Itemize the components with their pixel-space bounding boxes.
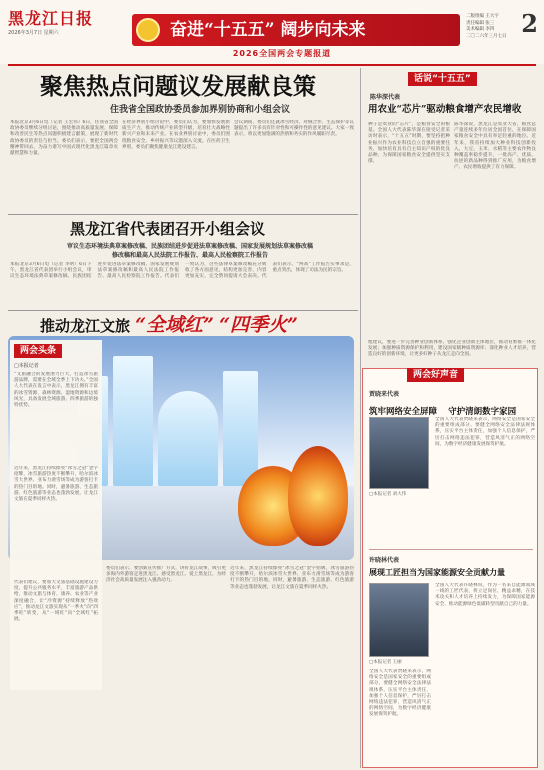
- national-emblem-icon: [136, 18, 160, 42]
- page-number: 2: [521, 9, 538, 38]
- masthead-logo: 黑龙江日报: [8, 9, 94, 28]
- feature-byline: □本报记者: [14, 363, 39, 369]
- lead-headline: 聚焦热点问题议发展献良策: [40, 73, 316, 100]
- second-body: 本报北京3月6日电（记者 李明）6日下午，黑龙江省代表团举行小组会议，审议生态环境法典草案修改稿、民族团结进步促进法草案修改稿、国家发展规划法草案修改稿和最高人民法院工作报告、最高人民检察院工作报告。代表们一致认为，这些法律草案修改稿充分吸收了各方面意见，结构更加完善、内容更加充实，完全赞同提请大会表决。代表们表示，“两高”工作报告实事求是、重点突出，体现了司法为民的宗旨。: [10, 262, 354, 280]
- masthead-block: [8, 10, 128, 54]
- header-rule: [8, 64, 536, 66]
- column-rule: [360, 68, 361, 768]
- banner-subtitle: 2026全国两会专题报道: [232, 49, 332, 58]
- feature-text-panel: [10, 340, 102, 690]
- feature-body-1: “文旅融合的发展潜力巨大，打造冰雪旅游品牌，需要在全域全季上下功夫。”全国人大代表在发言中表示，黑龙江拥有丰富的冰雪资源、森林资源、湿地资源和边境风光，具备发展全域旅游、四季旅游的独特优势。: [14, 372, 98, 409]
- center-tag-heading: 话说“十五五”: [408, 72, 477, 86]
- center-headline: 用农业“芯片”驱动粮食增产农民增收: [368, 104, 522, 115]
- sidebar-item1-caption: □本报记者 刘大伟: [369, 492, 407, 497]
- good-voices-sidebar: [362, 368, 538, 768]
- sidebar-item2-headline: 展现工匠担当为国家能源安全贡献力量: [369, 567, 505, 577]
- sidebar-item2-body-cont: 全国人大代表贾晓来表示，网络安全是国家安全的重要组成部分。要健全网络安全法律法规体系，压实平台主体责任，加强个人信息保护，严厉打击网络违法犯罪，营造风清气正的网络空间，为数字经济健康发展保驾护航。: [369, 669, 431, 718]
- center-author: 陈华深代表: [370, 94, 401, 101]
- feature-tag: 两会头条: [14, 344, 62, 358]
- lead-subhead: 住我省全国政协委员参加界别协商和小组会议: [109, 105, 290, 115]
- lead-body-col2: 在经济界别小组讨论中，委员们认为，要加快发展新质生产力，推动传统产业转型升级，培育壮大战略性新兴产业和未来产业。在农业界别讨论中，委员们围绕粮食安全、乡村振兴等议题深入交流。在医药卫生界别，委员们聚焦健康龙江建设建言。: [122, 120, 230, 150]
- masthead-date: 2026年3月7日 星期六: [8, 30, 59, 36]
- editor-line: 二〇二六年三月七日: [466, 33, 507, 39]
- feature-headline-em2: “四季火”: [219, 314, 298, 336]
- banner-title: 奋进“十五五” 阔步向未来: [170, 20, 366, 40]
- second-headline: 黑龙江省代表团召开小组会议: [70, 220, 266, 238]
- lead-body-col1: 本报北京3月6日电（记者 王宏伟）6日，住我省全国政协委员继续分组讨论，围绕推动高质量发展、保障和改善民生等热点问题积极建言献策，展现了新时代政协委员的责任与担当。委员们表示，要把全国两会精神带回去，为奋力谱写中国式现代化黑龙江篇章贡献智慧和力量。: [10, 120, 118, 157]
- ice-tower: [113, 356, 153, 486]
- page-header: [0, 0, 544, 64]
- divider: [369, 549, 533, 550]
- ice-castle: [158, 391, 218, 486]
- second-subhead-2: 修改稿和最高人民法院工作报告、最高人民检察院工作报告: [111, 252, 268, 259]
- sidebar-item1-author: 贾晓来代表: [369, 391, 400, 398]
- delegate-portrait: [369, 417, 429, 489]
- feature-headline-em1: “全域红”: [135, 314, 214, 336]
- editor-line: 责任编辑 张三: [466, 20, 495, 26]
- editor-line: 二版组编 王大宇: [466, 14, 499, 19]
- divider: [8, 214, 358, 215]
- special-report-banner: [132, 14, 460, 46]
- sidebar-item2-body: 全国人大代表许晓林说，作为一名来自能源领域一线的工匠代表，将立足岗位、精益求精，在技术攻关和人才培养上持续发力，为保障国家能源安全、推动能源绿色低碳转型贡献自己的力量。: [435, 583, 535, 607]
- fire-performance: [288, 446, 348, 546]
- lead-body-col3: 会议期间，委员们还就冰雪经济、对俄合作、生态保护等议题提出了许多具有针对性和可操作性的意见建议。大家一致表示，将以更加饱满的热情和务实的作风履职尽责。: [234, 120, 354, 138]
- feature-body-4: 委员们表示，要创新宣传推广方式，讲好龙江故事，吸引更多海内外游客走进黑龙江、感受黑龙江、爱上黑龙江，为经济社会高质量发展注入强劲动力。: [106, 566, 226, 584]
- center-body-col3: 他建议，要进一步完善种业创新体系，强化企业创新主体地位，推动育繁推一体化发展；加强种质资源保护和利用，建设国家级种质资源库；深化种业人才培养，营造良好的创新环境，让更多好种子从龙江走向全国。: [368, 340, 536, 358]
- delegate-portrait: [369, 583, 429, 657]
- feature-headline-pre: 推动龙江文旅: [40, 317, 131, 335]
- feature-body-2: 近年来，黑龙江持续擦亮“冰雪之冠”金字招牌，冰雪旅游热度不断攀升，哈尔滨冰雪大世界、亚布力滑雪场等成为游客打卡的热门目的地。同时，避暑旅游、生态旅游、红色旅游等业态也蓬勃发展，让龙江文旅在夏季同样火热。: [14, 466, 98, 503]
- divider: [8, 310, 358, 311]
- sidebar-item1-headline-a: 筑牢网络安全屏障: [369, 407, 438, 417]
- ice-tower: [223, 371, 258, 486]
- editor-line: 美术编辑 李四: [466, 27, 495, 32]
- sidebar-item1-body: 全国人大代表贾晓来表示，网络安全是国家安全的重要组成部分。要健全网络安全法律法规体系，压实平台主体责任，加强个人信息保护，严厉打击网络违法犯罪，营造风清气正的网络空间，为数字经济健康发展保驾护航。: [435, 417, 535, 447]
- sidebar-item2-caption: □本报记者 王丽: [369, 660, 402, 665]
- sidebar-item1-headline: [369, 399, 535, 417]
- sidebar-item2-author: 许晓林代表: [369, 557, 400, 564]
- center-body-col1: 种子是农业的“芯片”，是粮食安全的根基。全国人大代表陈华深在接受记者采访时表示，“十五五”时期，要坚持把种业振兴作为农业科技自立自强的重要任务，加快培育具有自主知识产权的优良品种，为保障国家粮食安全提供坚实支撑。: [368, 122, 450, 165]
- feature-headline: [40, 312, 340, 338]
- sidebar-tag: 两会好声音: [407, 368, 464, 382]
- second-subhead-1: 审议生态环境法典草案修改稿、民族团结进步促进法草案修改稿、国家发展规划法草案修改稿: [66, 243, 313, 250]
- feature-body-5: 近年来，黑龙江持续擦亮“冰雪之冠”金字招牌，冰雪旅游热度不断攀升，哈尔滨冰雪大世界、亚布力滑雪场等成为游客打卡的热门目的地。同时，避暑旅游、生态旅游、红色旅游等业态也蓬勃发展，让龙江文旅在夏季同样火热。: [230, 566, 354, 590]
- feature-body-3: 代表们建议，要加大文旅基础设施建设力度，提升公共服务水平，丰富旅游产品供给，推动文旅与体育、康养、农业等产业深度融合，让“冷资源”持续释放“热效应”，推动龙江文旅实现从“一季火”向“四季旺”转变，从“一域红”向“全域红”拓展。: [14, 580, 98, 623]
- sidebar-item1-headline-b: 守护清朗数字家园: [448, 407, 517, 417]
- center-body-col2: 陈华深说，黑龙江是农业大省，粮食总产量连续多年位居全国首位，在保障国家粮食安全中具有举足轻重的地位。近年来，我省持续加大种业科技创新投入，大豆、玉米、水稻等主要农作物良种覆盖率稳步提升，一批高产、优质、抗逆的新品种得到推广应用，为粮食增产、农民增收提供了有力保障。: [454, 122, 536, 171]
